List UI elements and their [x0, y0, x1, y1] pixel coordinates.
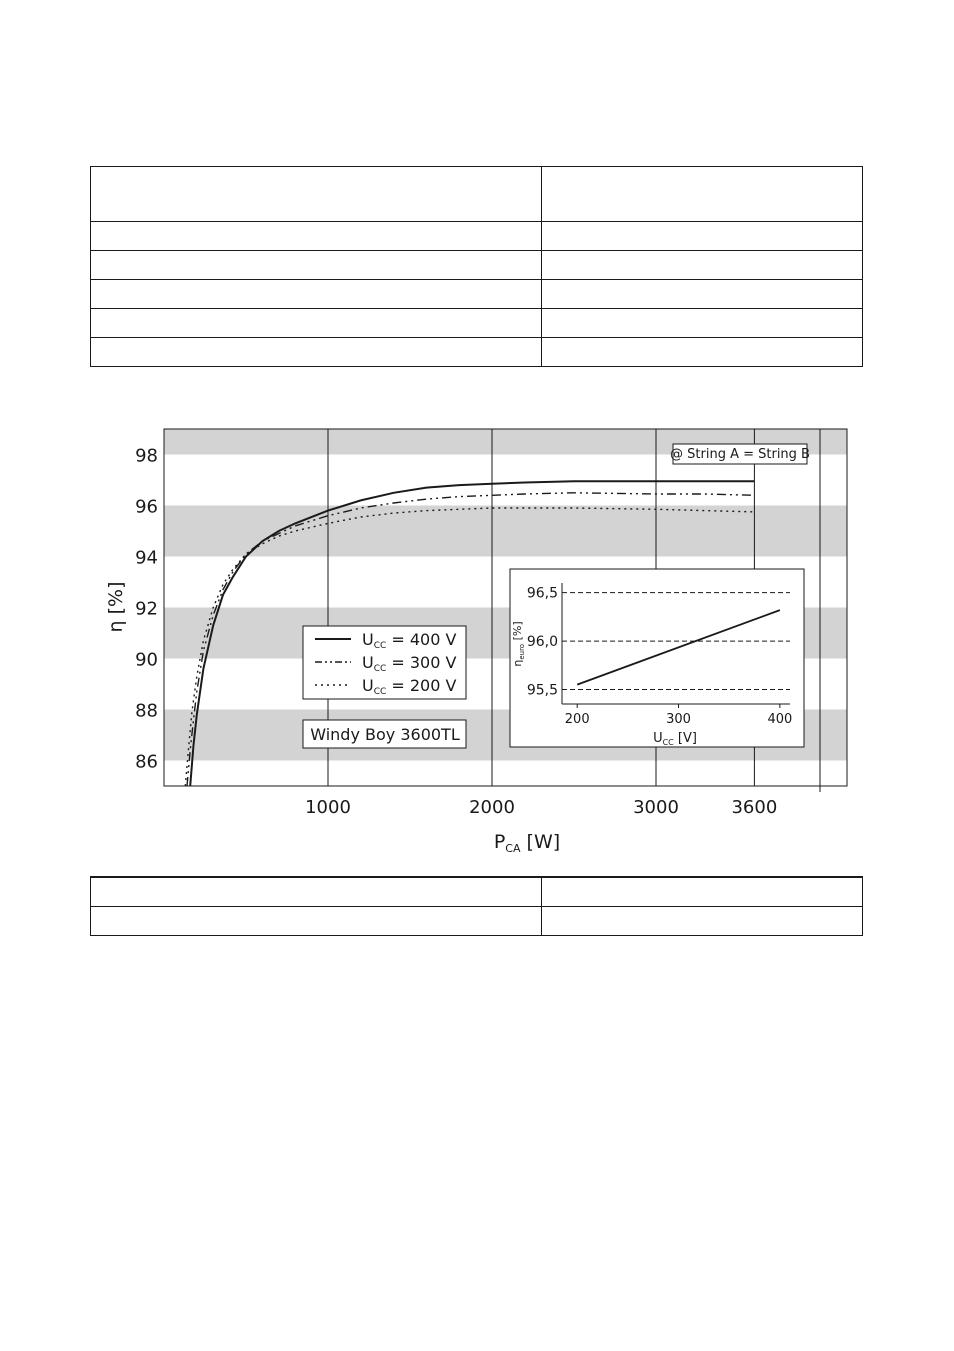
x-tick-label: 1000: [305, 797, 351, 818]
efficiency-chart: [0, 400, 954, 870]
y-tick-label: 96: [135, 496, 158, 518]
y-tick-label: 90: [135, 649, 158, 671]
x-axis-label: $P_{CA}$ [W]: [493, 831, 561, 855]
inset-x-tick-label: 300: [666, 712, 691, 727]
inset-x-tick-label: 400: [767, 712, 793, 727]
table-row: [91, 222, 863, 251]
y-tick-label: 92: [135, 598, 158, 620]
background-band: [164, 506, 847, 557]
table-row: [91, 338, 863, 367]
table-row: [91, 280, 863, 309]
y-axis-label: η [%]: [105, 581, 127, 633]
legend-label-300v: UCC = 300 V: [362, 653, 457, 674]
table-cell: [91, 280, 542, 309]
table-cell: [542, 251, 863, 280]
table-row: [91, 877, 863, 907]
inset-y-axis-label: $\eta_{euro}$ [%]: [511, 621, 526, 667]
x-tick-label: 2000: [469, 797, 515, 818]
legend: [303, 626, 466, 699]
table-cell: [542, 877, 863, 907]
y-tick-labels: [135, 446, 158, 773]
table-cell: [542, 338, 863, 367]
x-tick-label: 3000: [633, 797, 679, 818]
y-tick-label: 98: [135, 445, 158, 467]
table-cell: [91, 167, 542, 222]
table-cell: [91, 338, 542, 367]
table-header-row: [91, 167, 863, 222]
table-cell: [91, 309, 542, 338]
table-row: [91, 251, 863, 280]
inset-x-axis-label: $U_{CC}$ [V]: [653, 731, 697, 747]
table-row: [91, 907, 863, 936]
inset-y-tick-label: 95,5: [526, 682, 558, 699]
spec-table-bottom: [90, 876, 863, 936]
annotation-text: @ String A = String B: [670, 447, 810, 462]
x-tick-labels: [305, 797, 777, 818]
inset-y-tick-label: 96,0: [526, 634, 558, 651]
table-cell: [542, 167, 863, 222]
y-tick-label: 86: [135, 751, 158, 773]
spec-table-top: [90, 166, 863, 367]
table-cell: [91, 907, 542, 936]
y-tick-label: 94: [135, 547, 158, 569]
table-row: [91, 309, 863, 338]
table-cell: [542, 222, 863, 251]
table-cell: [542, 907, 863, 936]
legend-label-400v: UCC = 400 V: [362, 630, 457, 651]
legend-label-200v: UCC = 200 V: [362, 676, 457, 697]
table-cell: [542, 309, 863, 338]
table-cell: [91, 222, 542, 251]
x-tick-label: 3600: [731, 797, 778, 818]
inset-y-tick-label: 96,5: [526, 585, 558, 602]
table-cell: [542, 280, 863, 309]
inset-x-tick-label: 200: [564, 712, 590, 727]
inset-chart: [510, 569, 804, 747]
table-cell: [91, 877, 542, 907]
table-cell: [91, 251, 542, 280]
chart-title: Windy Boy 3600TL: [310, 725, 460, 744]
y-tick-label: 88: [135, 700, 158, 722]
